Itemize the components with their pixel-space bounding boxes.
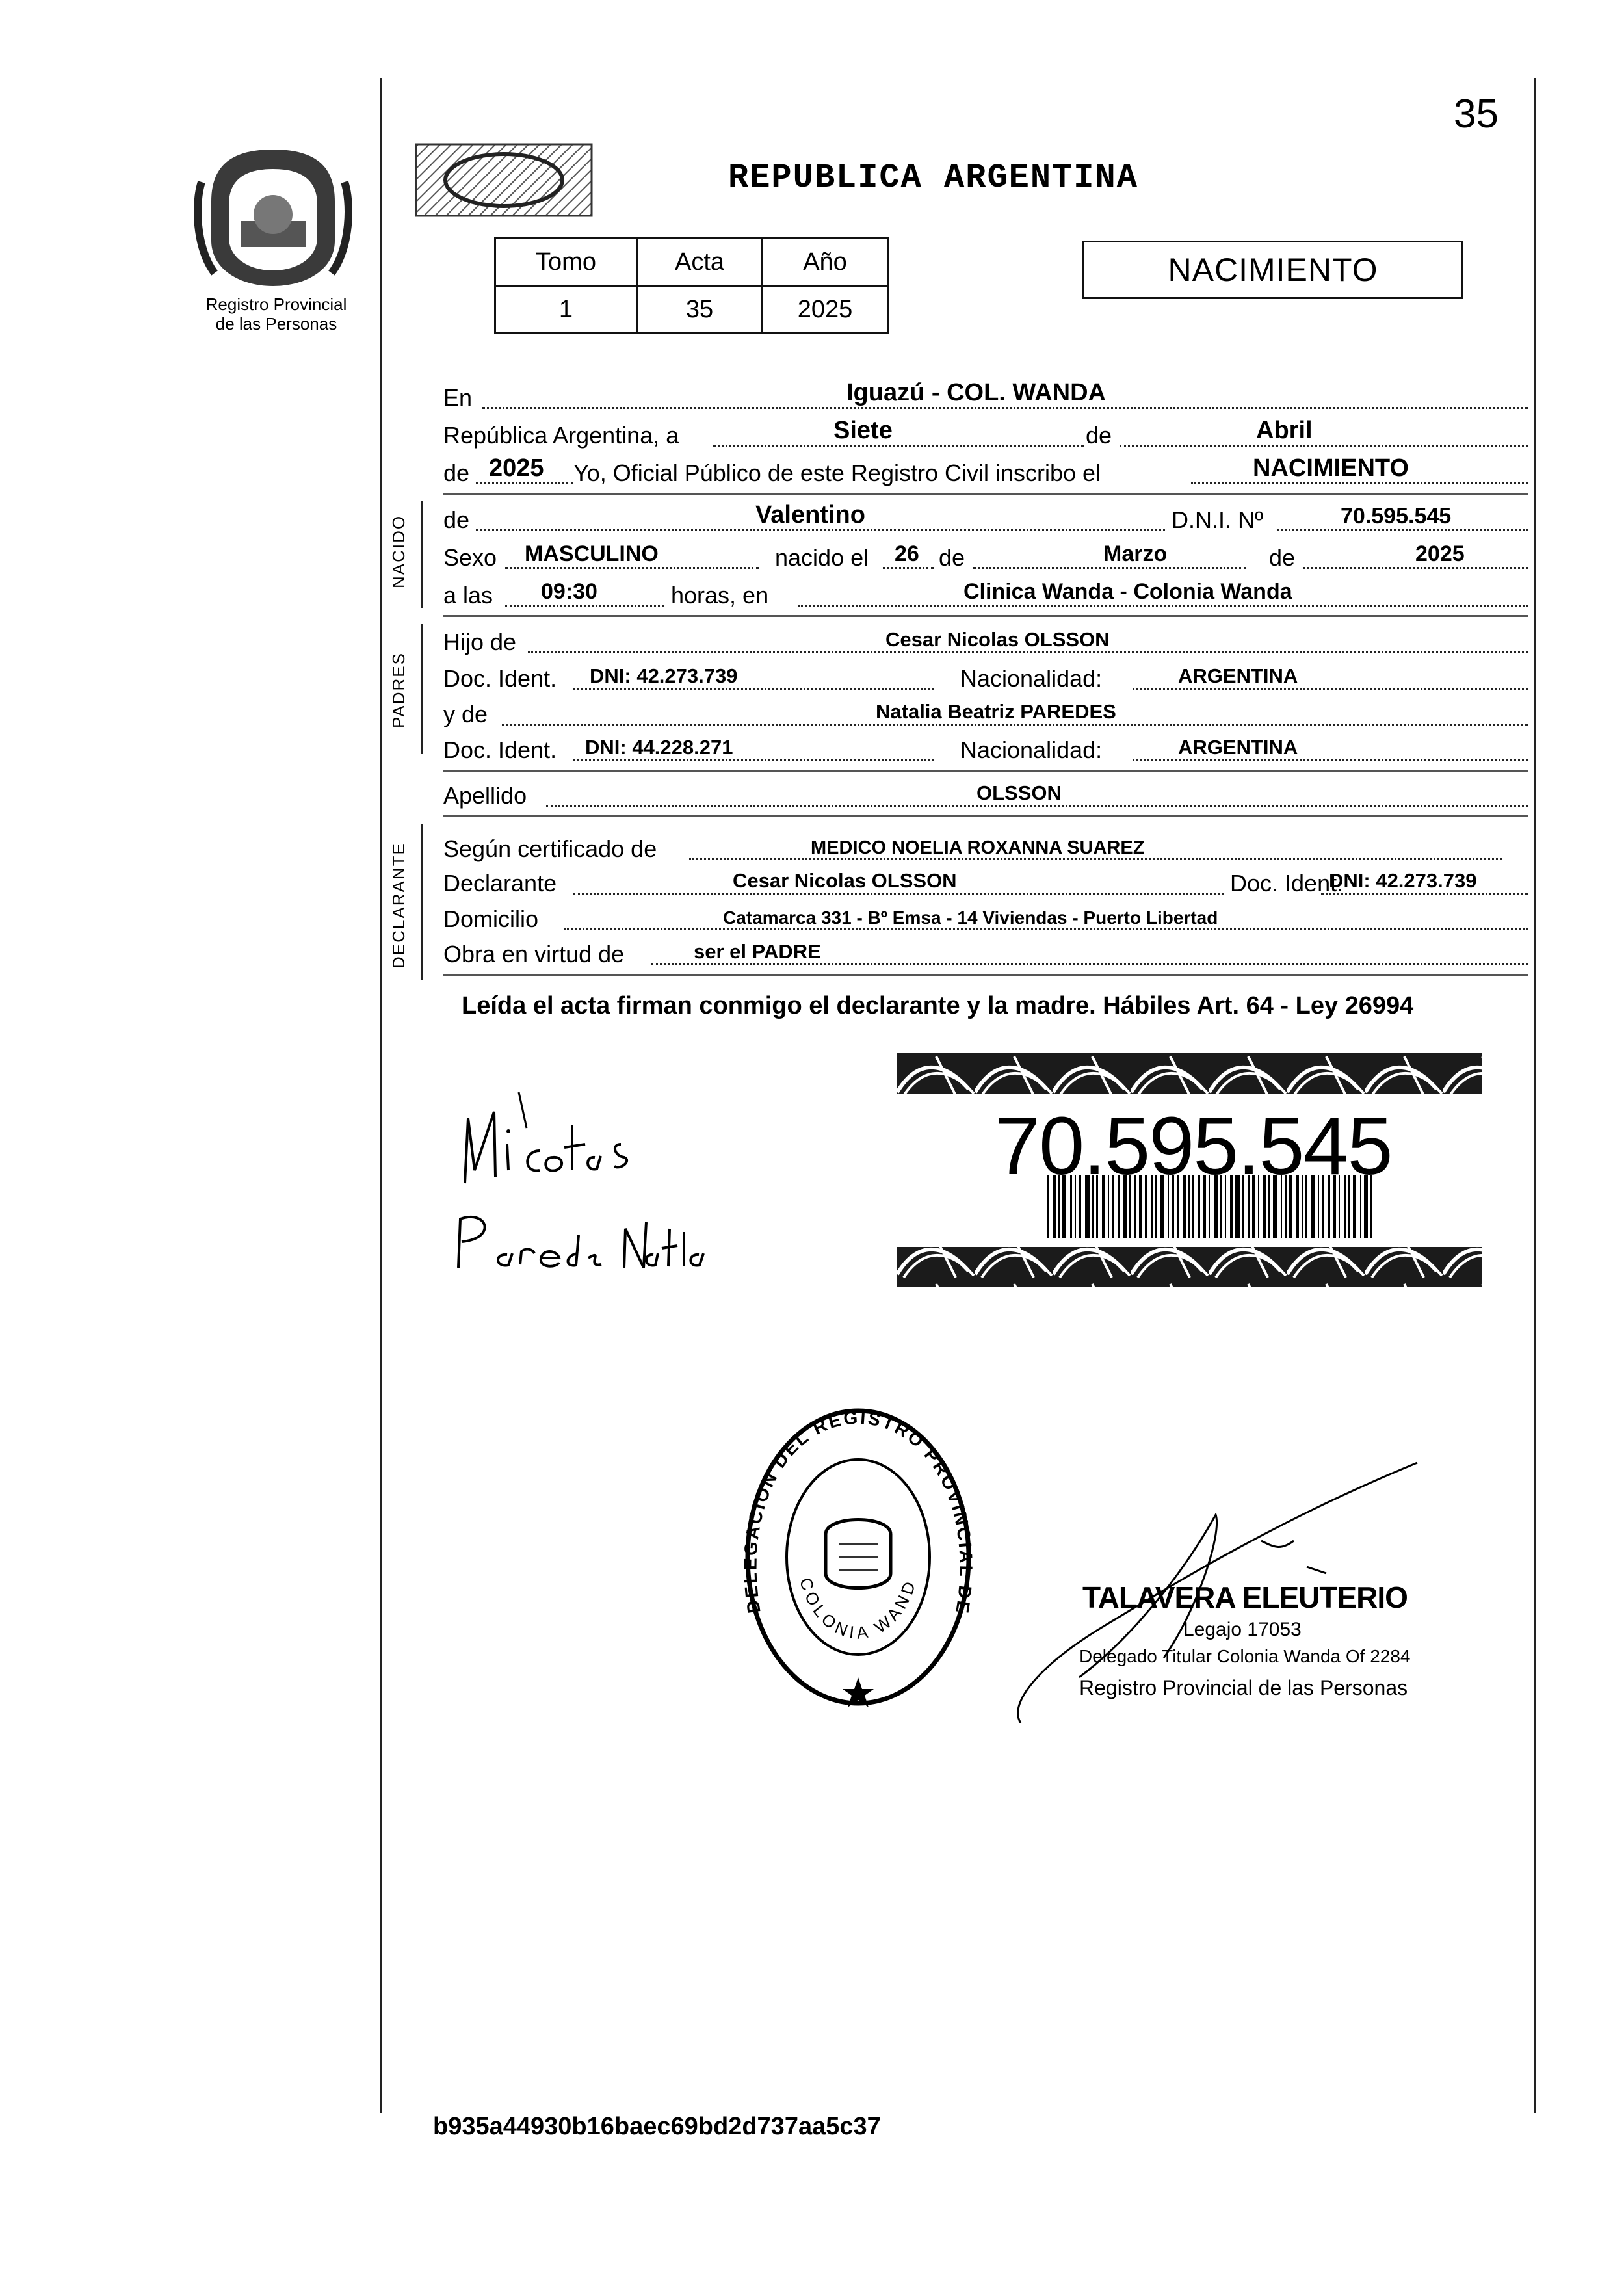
signature-mother xyxy=(449,1203,709,1284)
official-stamp xyxy=(741,1404,975,1713)
birth-year-value: 2025 xyxy=(1415,542,1465,566)
father-doc-value: DNI: 42.273.739 xyxy=(590,664,738,687)
page-number: 35 xyxy=(1454,92,1499,137)
certificate-value: MEDICO NOELIA ROXANNA SUAREZ xyxy=(811,837,1145,858)
address-value: Catamarca 331 - Bº Emsa - 14 Viviendas - Puerto Libertad xyxy=(723,908,1218,928)
row-declarant: Declarante Cesar Nicolas OLSSON Doc. Ident. DNI: 42.273.739 xyxy=(443,868,1528,899)
surname-value: OLSSON xyxy=(976,781,1062,804)
official-file: Legajo 17053 xyxy=(1183,1619,1302,1640)
row-place: En Iguazú - COL. WANDA xyxy=(443,382,1528,413)
closing-statement: Leída el acta firman conmigo el declarante y la madre. Hábiles Art. 64 - Ley 26994 xyxy=(462,992,1414,1019)
birth-day-value: 26 xyxy=(895,542,919,566)
mother-nationality-value: ARGENTINA xyxy=(1178,736,1298,759)
section-label-padres: PADRES xyxy=(389,652,408,728)
sex-value: MASCULINO xyxy=(525,542,659,566)
declarant-doc-value: DNI: 42.273.739 xyxy=(1329,869,1477,892)
section-label-declarante: DECLARANTE xyxy=(389,842,408,969)
father-name-value: Cesar Nicolas OLSSON xyxy=(885,628,1110,651)
row-time-place: a las 09:30 horas, en Clinica Wanda - Colonia Wanda xyxy=(443,580,1528,611)
svg-text:DELEGACION DEL REGISTRO PROVIN xyxy=(741,1404,975,1616)
volume-record-year-table xyxy=(494,237,889,334)
father-nationality-value: ARGENTINA xyxy=(1178,664,1298,687)
stamp-inner-text: COLONIA WAND xyxy=(795,1575,921,1643)
row-surname: Apellido OLSSON xyxy=(443,780,1528,811)
row-certificate: Según certificado de MEDICO NOELIA ROXANNA SUAREZ xyxy=(443,833,1528,865)
stamp-arc-text: DELEGACION DEL REGISTRO PROVINCIAL DE xyxy=(741,1407,975,1617)
year-value: 2025 xyxy=(489,454,544,482)
official-title: Delegado Titular Colonia Wanda Of 2284 xyxy=(1079,1646,1411,1666)
row-newborn-name: de Valentino D.N.I. Nº 70.595.545 xyxy=(443,504,1528,536)
birth-place-value: Clinica Wanda - Colonia Wanda xyxy=(963,579,1292,604)
section-label-nacido: NACIDO xyxy=(389,514,408,588)
declarant-value: Cesar Nicolas OLSSON xyxy=(733,869,957,892)
row-year-event: de 2025 Yo, Oficial Público de este Registro Civil inscribo el NACIMIENTO xyxy=(443,458,1528,489)
signature-father xyxy=(455,1079,670,1199)
official-name: TALAVERA ELEUTERIO xyxy=(1082,1580,1408,1614)
newborn-dni-value: 70.595.545 xyxy=(1341,504,1452,529)
country-title: REPUBLICA ARGENTINA xyxy=(728,159,1138,197)
row-father: Hijo de Cesar Nicolas OLSSON xyxy=(443,627,1528,658)
official-office: Registro Provincial de las Personas xyxy=(1079,1676,1408,1699)
mother-doc-value: DNI: 44.228.271 xyxy=(585,736,733,759)
day-value: Siete xyxy=(833,417,893,444)
right-margin-line xyxy=(1534,78,1536,2113)
newborn-name-value: Valentino xyxy=(755,501,865,529)
row-address: Domicilio Catamarca 331 - Bº Emsa - 14 Viviendas - Puerto Libertad xyxy=(443,904,1528,935)
birth-month-value: Marzo xyxy=(1103,542,1168,566)
id-number: 70.595.545 xyxy=(995,1100,1392,1192)
row-father-doc: Doc. Ident. DNI: 42.273.739 Nacionalidad: ARGENTINA xyxy=(443,663,1528,694)
place-value: Iguazú - COL. WANDA xyxy=(846,379,1106,406)
table-value-acta: 35 xyxy=(637,286,763,334)
table-value-ano: 2025 xyxy=(763,286,888,334)
table-header-ano: Año xyxy=(763,239,888,286)
row-sex-birthdate: Sexo MASCULINO nacido el 26 de Marzo de 2025 xyxy=(443,542,1528,573)
security-seal xyxy=(413,138,595,222)
mother-name-value: Natalia Beatriz PAREDES xyxy=(876,700,1116,723)
birth-time-value: 09:30 xyxy=(541,579,597,604)
table-header-tomo: Tomo xyxy=(495,239,637,286)
document-hash: b935a44930b16baec69bd2d737aa5c37 xyxy=(433,2113,881,2140)
registry-caption: Registro Provincial de las Personas xyxy=(205,295,347,334)
left-margin-line xyxy=(380,78,382,2113)
svg-text:COLONIA WANDA xyxy=(741,1404,921,1643)
row-mother-doc: Doc. Ident. DNI: 44.228.271 Nacionalidad: ARGENTINA xyxy=(443,735,1528,766)
table-header-acta: Acta xyxy=(637,239,763,286)
record-type-box: NACIMIENTO xyxy=(1082,241,1463,299)
capacity-value: ser el PADRE xyxy=(694,940,821,963)
row-mother: y de Natalia Beatriz PAREDES xyxy=(443,699,1528,730)
month-value: Abril xyxy=(1256,417,1313,444)
row-capacity: Obra en virtud de ser el PADRE xyxy=(443,939,1528,970)
row-date: República Argentina, a Siete de Abril xyxy=(443,420,1528,451)
table-value-tomo: 1 xyxy=(495,286,637,334)
event-value: NACIMIENTO xyxy=(1253,454,1409,482)
